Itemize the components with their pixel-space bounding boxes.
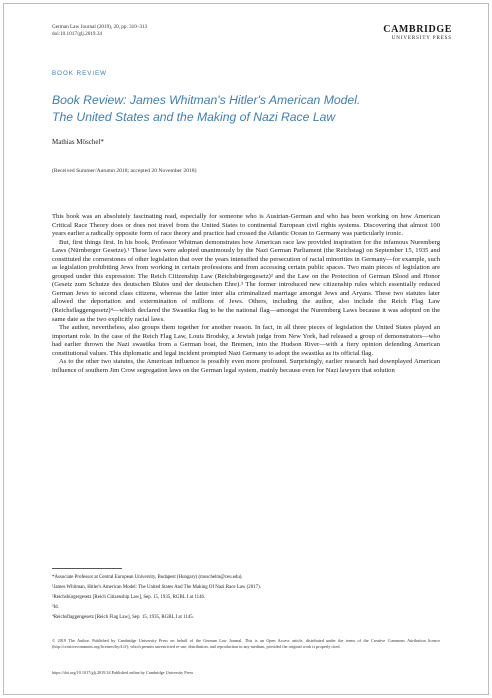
author-name: Mathias Möschel* <box>52 138 104 146</box>
footnote-item: *Associate Professor at Central European University, Budapest (Hungary) (moschelm@ceu.edu). <box>52 575 243 580</box>
footnote-item: ²Reichsbürgergesetz [Reich Citizenship Law], Sep. 15, 1935, RGBL I at 1146. <box>52 595 206 600</box>
body-paragraph: But, first things first. In his book, Professor Whitman demonstrates how American race law provided inspiration for the infamous Nuremberg Laws (Nürnberger Gesetze).¹ These laws were adopted unanimously by the Nazi German Parliament (the Reichstag) on September 15, 1935 and constituted the cornerstones of other legislation that over the years intensified the persecution of racial minorities in Germany—for example, such as legislation prohibiting Jews from working in certain professions and from accessing certain public spaces. Two main pieces of legislation are grouped under this expression: The Reich Citizenship Law (Reichsbürgergesetz)² and the Law on the Protection of German Blood and Honor (Gesetz zum Schutze des deutschen Blutes und der deutschen Ehre).³ The former introduced new citizenship rules which essentially reduced German Jews to second class citizens, whereas the latter inter alia criminalized marriage amongst Jews and Aryans. These two statutes later allowed the deportation and extermination of millions of Jews. Others, including the author, also include the Reich Flag Law (Reichsflaggengesetz)⁴—which declared the Swastika flag to be the national flag—amongst the Nuremberg Laws because it was adopted on the same date as the two explicitly racial laws. <box>52 238 440 323</box>
title-line-1: Book Review: James Whitman's Hitler's American Model. <box>52 93 361 107</box>
footnotes <box>52 573 440 623</box>
copyright-notice: © 2019 The Author. Published by Cambridge University Press on behalf of the German Law Journal. This is an Open Access article, distributed under the terms of the Creative Commons Attribution licence (http://creativecommons.org/licenses/by/4.0/), which permits unrestricted re-use, distribution, and reproduction in any medium, provided the original work is properly cited. <box>52 638 440 649</box>
publisher-name: CAMBRIDGE <box>383 24 452 35</box>
publisher-sub: UNIVERSITY PRESS <box>391 36 452 41</box>
received-dates: (Received Summer/Autumn 2018; accepted 20 November 2018) <box>52 168 197 174</box>
footer-doi-line[interactable]: https://doi.org/10.1017/glj.2019.34 Published online by Cambridge University Press <box>52 670 194 675</box>
publisher-logo <box>383 25 452 42</box>
body-paragraph: As to the other two statutes, the American influence is possibly even more profound. Surprisingly, earlier research had downplayed American influence of southern Jim Crow segregation laws on the German legal system, mainly because even for Nazi lawyers that solution <box>52 358 440 374</box>
footnote-item: ³Id. <box>52 605 59 610</box>
footnote-item: ¹James Whitman, Hitler's American Model: The United States And The Making Of Nazi Race Law (2017). <box>52 585 261 590</box>
body-paragraph: The author, nevertheless, also groups them together for another reason. In fact, in all three pieces of legislation the United States played an important role. In the case of the Reich Flag Law, Louis Brodsky, a Jewish judge from New York, had released a group of demonstrators—who had earlier thrown the Nazi swastika from a German boat, the Bremen, into the Hudson River—with a fiery opinion defending American constitutional values. This diplomatic and legal incident prompted Nazi Germany to adopt the swastika as its official flag. <box>52 324 440 357</box>
article-title <box>52 92 452 126</box>
section-label: BOOK REVIEW <box>52 70 108 77</box>
title-line-2: The United States and the Making of Nazi Race Law <box>52 110 336 124</box>
article-body <box>52 213 440 375</box>
footnote-item: ⁴Reichsflaggengesetz [Reich Flag Law], Sep. 15, 1935, RGBL I at 1145. <box>52 615 194 620</box>
body-paragraph: This book was an absolutely fascinating read, especially for someone who is Austrian-German and who has been working on how American Critical Race Theory does or does not travel from the United States to continental European civil rights systems. Discovering that almost 100 years earlier a radically opposite form of race theory and practice had crossed the Atlantic Ocean to Germany was particularly ironic. <box>52 213 440 238</box>
journal-citation <box>52 24 147 38</box>
journal-line: German Law Journal (2019), 20, pp. 310–313 <box>52 24 148 30</box>
footnote-divider <box>52 568 122 569</box>
doi-link[interactable]: doi:10.1017/glj.2019.34 <box>52 31 103 37</box>
